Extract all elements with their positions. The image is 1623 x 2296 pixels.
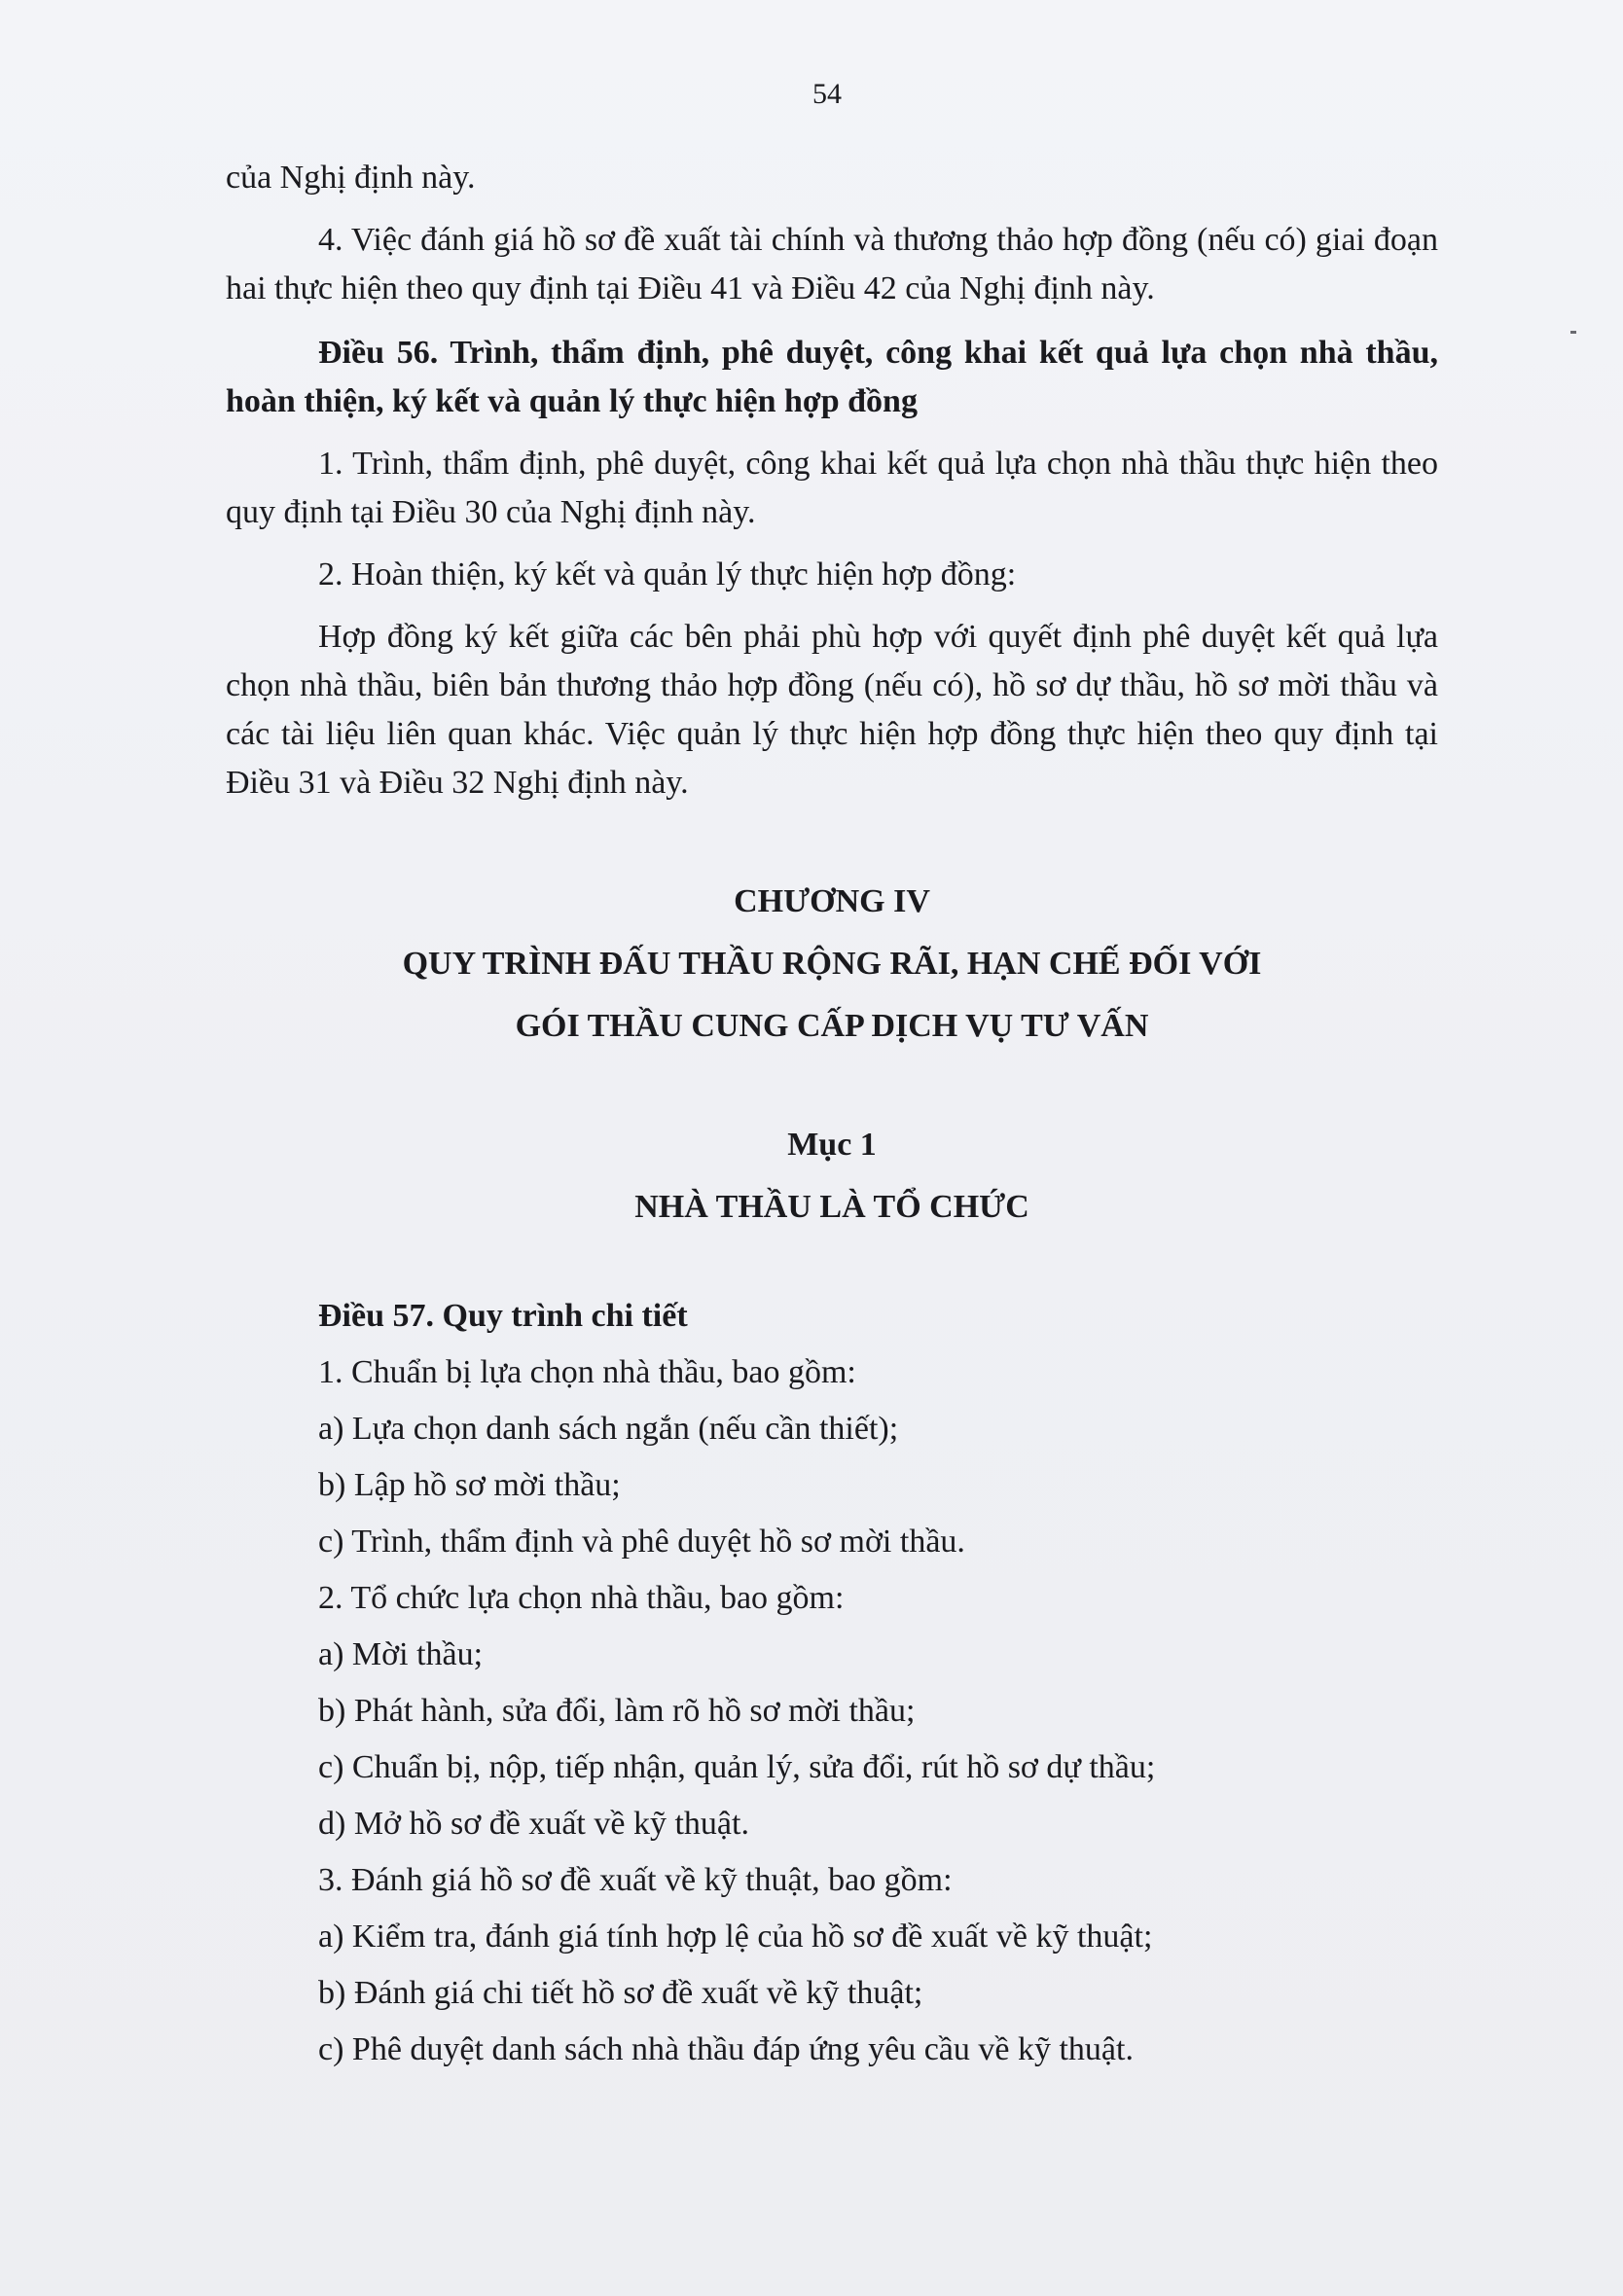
section-a-body <box>226 154 1438 807</box>
chapter-label: CHƯƠNG IV <box>734 883 930 919</box>
paragraph: 1. Trình, thẩm định, phê duyệt, công khai kết quả lựa chọn nhà thầu thực hiện theo quy định tại Điều 30 của Nghị định này. <box>226 446 1438 530</box>
list-item: 2. Tổ chức lựa chọn nhà thầu, bao gồm: <box>318 1580 845 1616</box>
chapter-heading <box>226 871 1438 1058</box>
paragraph: Hợp đồng ký kết giữa các bên phải phù hợp với quyết định phê duyệt kết quả lựa chọn nhà thầu, biên bản thương thảo hợp đồng (nếu có), hồ sơ dự thầu, hồ sơ mời thầu và các tài liệu liên quan khác. Việc quản lý thực hiện hợp đồng thực hiện theo quy định tại Điều 31 và Điều 32 Nghị định này. <box>226 619 1438 801</box>
list-item: d) Mở hồ sơ đề xuất về kỹ thuật. <box>318 1806 749 1842</box>
chapter-title-line1: QUY TRÌNH ĐẤU THẦU RỘNG RÃI, HẠN CHẾ ĐỐI VỚI <box>402 946 1262 982</box>
section-b-body <box>226 1294 1438 2072</box>
paragraph: 4. Việc đánh giá hồ sơ đề xuất tài chính và thương thảo hợp đồng (nếu có) giai đoạn hai thực hiện theo quy định tại Điều 41 và Điều 42 của Nghị định này. <box>226 222 1438 306</box>
scan-mark <box>1570 331 1576 334</box>
list-item: a) Kiểm tra, đánh giá tính hợp lệ của hồ sơ đề xuất về kỹ thuật; <box>318 1919 1153 1955</box>
chapter-title-line2: GÓI THẦU CUNG CẤP DỊCH VỤ TƯ VẤN <box>515 1008 1149 1044</box>
list-item: c) Chuẩn bị, nộp, tiếp nhận, quản lý, sửa đổi, rút hồ sơ dự thầu; <box>318 1749 1156 1785</box>
list-item: b) Đánh giá chi tiết hồ sơ đề xuất về kỹ thuật; <box>318 1975 923 2011</box>
list-item: a) Mời thầu; <box>318 1636 484 1672</box>
list-item: b) Lập hồ sơ mời thầu; <box>318 1467 621 1503</box>
article-heading: Điều 56. Trình, thẩm định, phê duyệt, công khai kết quả lựa chọn nhà thầu, hoàn thiện, ký kết và quản lý thực hiện hợp đồng <box>226 335 1438 419</box>
list-item: c) Phê duyệt danh sách nhà thầu đáp ứng yêu cầu về kỹ thuật. <box>318 2031 1134 2067</box>
section-label: Mục 1 <box>787 1127 877 1163</box>
list-item: c) Trình, thẩm định và phê duyệt hồ sơ mời thầu. <box>318 1524 965 1560</box>
list-item: b) Phát hành, sửa đổi, làm rõ hồ sơ mời thầu; <box>318 1693 916 1729</box>
section-title: NHÀ THẦU LÀ TỔ CHỨC <box>634 1189 1029 1225</box>
section-heading <box>226 1114 1438 1238</box>
list-item: a) Lựa chọn danh sách ngắn (nếu cần thiết); <box>318 1411 899 1447</box>
article-heading: Điều 57. Quy trình chi tiết <box>318 1298 688 1334</box>
list-item: 1. Chuẩn bị lựa chọn nhà thầu, bao gồm: <box>318 1354 856 1390</box>
page-number: 54 <box>812 78 842 110</box>
paragraph: 2. Hoàn thiện, ký kết và quản lý thực hiện hợp đồng: <box>318 556 1017 592</box>
paragraph: của Nghị định này. <box>226 160 476 196</box>
list-item: 3. Đánh giá hồ sơ đề xuất về kỹ thuật, bao gồm: <box>318 1862 953 1898</box>
